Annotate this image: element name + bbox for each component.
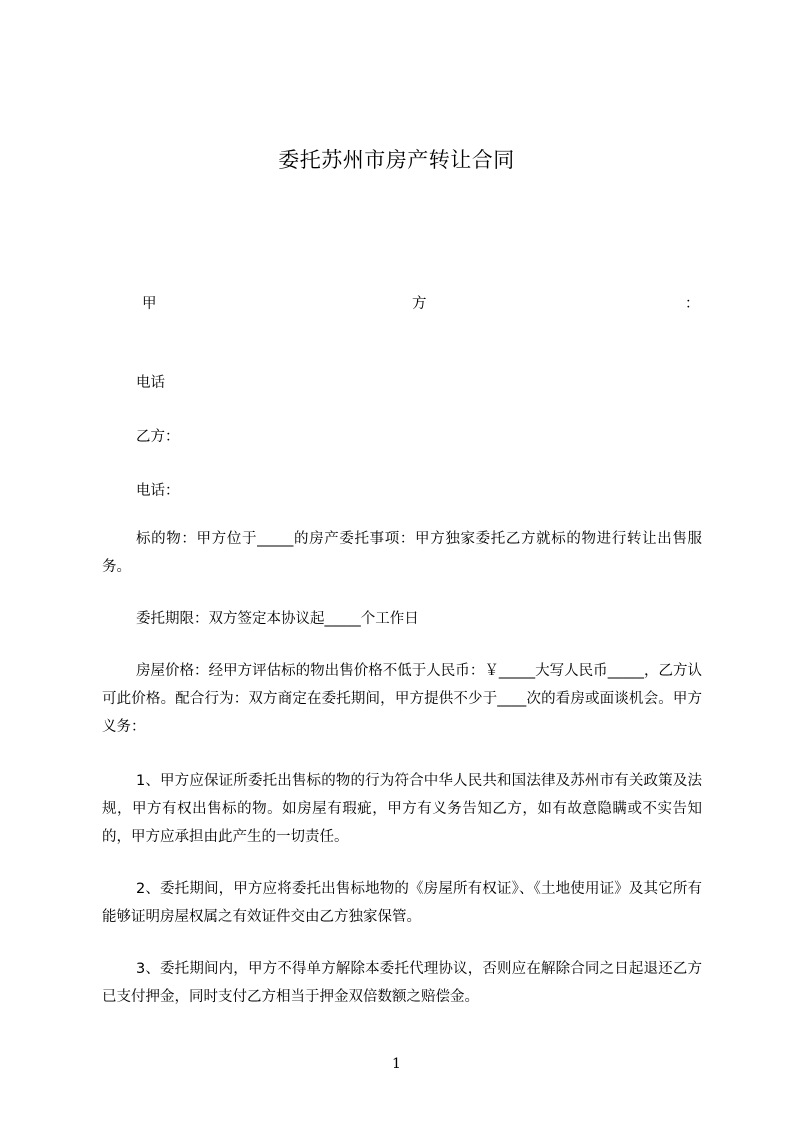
paragraph-price: 房屋价格：经甲方评估标的物出售价格不低于人民币：￥_____大写人民币_____，乙方认可此价格。配合行为：双方商定在委托期间，甲方提供不少于____次的看房或面谈机会。甲方义务： [102,663,702,735]
party-a-label-colon: ： [685,296,700,312]
party-b-phone-label: 电话： [136,483,180,499]
document-title: 委托苏州市房产转让合同 [278,148,515,172]
paragraph-term: 委托期限：双方签定本协议起_____个工作日 [136,611,419,627]
party-a-row [136,292,700,314]
paragraph-obligation-3: 3、委托期间内，甲方不得单方解除本委托代理协议，否则应在解除合同之日起退还乙方已支付押金，同时支付乙方相当于押金双倍数额之赔偿金。 [102,961,702,1005]
paragraph-obligation-1: 1、甲方应保证所委托出售标的物的行为符合中华人民共和国法律及苏州市有关政策及法规，甲方有权出售标的物。如房屋有瑕疵，甲方有义务告知乙方，如有故意隐瞒或不实告知的，甲方应承担由此产生的一切责任。 [102,773,702,845]
party-a-label-part-2: 方 [412,296,427,312]
party-a-phone-label: 电话 [136,375,165,391]
page-number: 1 [392,1056,401,1072]
paragraph-subject: 标的物：甲方位于_____的房产委托事项：甲方独家委托乙方就标的物进行转让出售服务。 [102,531,702,575]
paragraph-obligation-2: 2、委托期间，甲方应将委托出售标地物的《房屋所有权证》、《土地使用证》及其它所有能够证明房屋权属之有效证件交由乙方独家保管。 [102,881,702,925]
party-a-label-part-1: 甲 [142,296,157,312]
party-b-label: 乙方： [136,429,180,445]
